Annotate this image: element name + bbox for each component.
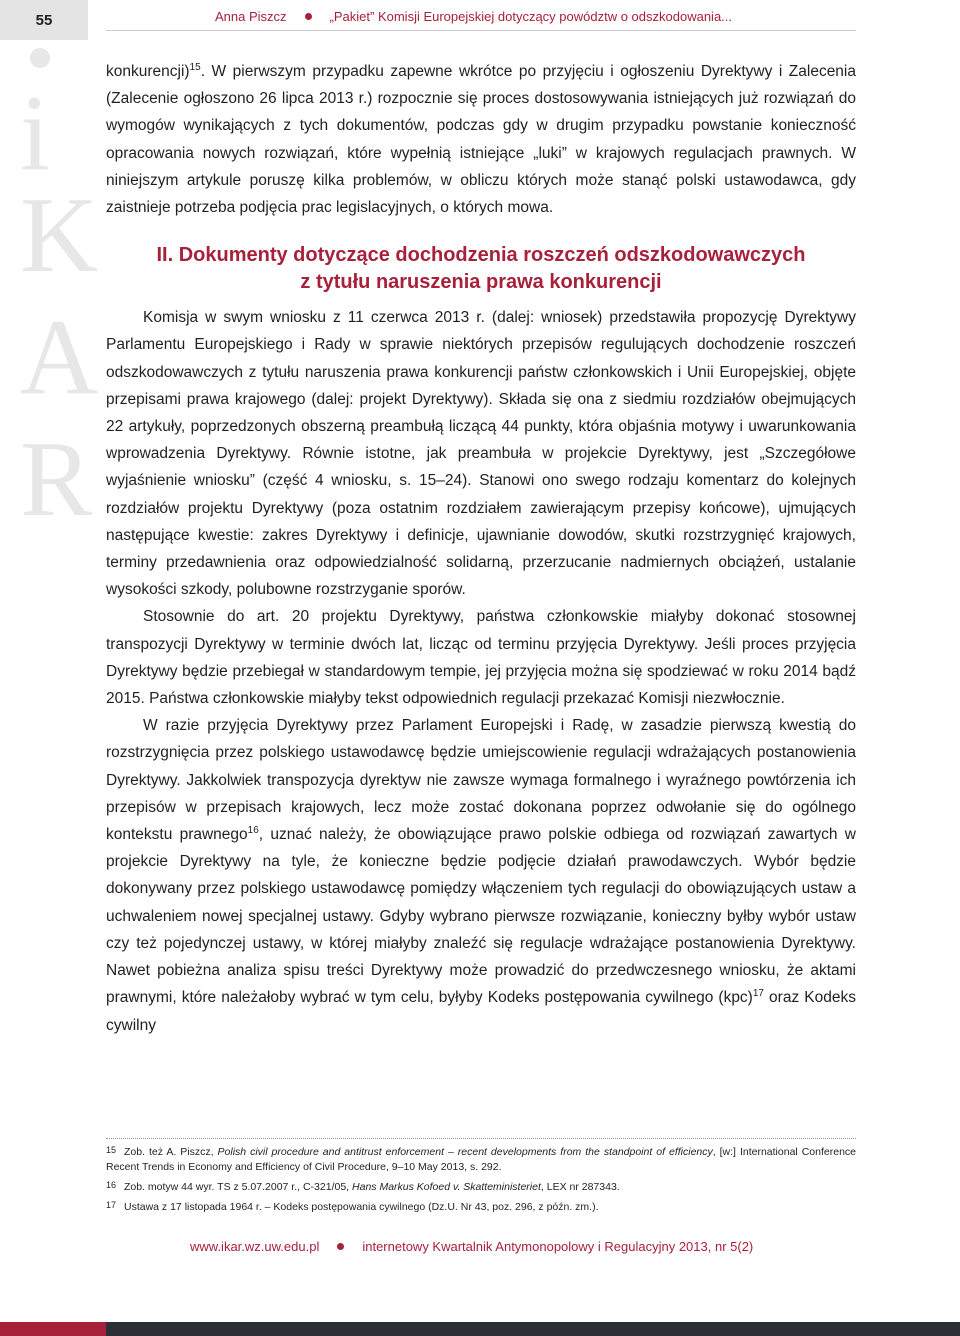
- section-heading: [106, 242, 856, 296]
- separator-dot-icon: [305, 13, 312, 20]
- header-author: Anna Piszcz: [215, 9, 287, 24]
- footnote-ref-15[interactable]: 15: [189, 62, 201, 73]
- footnote-text: Ustawa z 17 listopada 1964 r. – Kodeks postępowania cywilnego (Dz.U. Nr 43, poz. 296, z późn. zm.).: [124, 1201, 599, 1213]
- footnote-ref-17[interactable]: 17: [752, 988, 764, 1000]
- footnote-number: 17: [106, 1200, 117, 1210]
- footnote-text: Zob. też A. Piszcz,: [124, 1146, 218, 1158]
- footnotes: [106, 1143, 856, 1218]
- footnote-text: Zob. motyw 44 wyr. TS z 5.07.2007 r., C-321/05,: [124, 1181, 353, 1193]
- header-title: „Pakiet” Komisji Europejskiej dotyczący powództw o odszkodowania...: [329, 9, 733, 24]
- ikar-logo: [16, 42, 98, 539]
- page-footer: [190, 1239, 753, 1254]
- paragraph-text: oraz Kodeks cywilny: [106, 989, 856, 1034]
- footnote-15: [106, 1143, 856, 1175]
- footnote-number: 16: [106, 1180, 117, 1190]
- running-header: [215, 9, 732, 24]
- footnote-16: [106, 1178, 856, 1195]
- logo-letter-r: R: [20, 420, 93, 539]
- section-heading-line-1: II. Dokumenty dotyczące dochodzenia roszczeń odszkodowawczych: [156, 244, 806, 267]
- section-heading-line-2: z tytułu naruszenia prawa konkurencji: [300, 271, 662, 294]
- footnote-number: 15: [106, 1145, 117, 1155]
- logo-letter-i: i: [20, 74, 51, 193]
- logo-letter-k: K: [20, 176, 98, 295]
- bottom-bar-accent: [0, 1322, 106, 1336]
- paragraph-text: . W pierwszym przypadku zapewne wkrótce po przyjęciu i ogłoszeniu Dyrektywy i Zalecenia (Zalecenie ogłoszono 26 lipca 2013 r.) rozpocznie się proces dostosowywania istniejących już rozwiązań do wymogów wynikających z tych dokumentów, podczas gdy w drugim przypadku powstanie konieczność opracowania nowych rozwiązań, które wypełnią istniejące „luki” w krajowych regulacjach prawnych. W niniejszym artykule poruszę kilka problemów, w obliczu których może stanąć polski ustawodawca, gdy zaistnieje potrzeba podjęcia prac legislacyjnych, o których mowa.: [106, 63, 856, 217]
- footnote-rule: [106, 1138, 856, 1139]
- footnote-text: , LEX nr 287343.: [540, 1181, 620, 1193]
- paragraph-3: Stosownie do art. 20 projektu Dyrektywy, państwa członkowskie miałyby dokonać stosownej transpozycji Dyrektywy w terminie dwóch lat, licząc od terminu przyjęcia Dyrektywy. Jeśli proces przyjęcia Dyrektywy będzie przebiegał w standardowym tempie, jej przyjęcia można się spodziewać w roku 2014 bądź 2015. Państwa członkowskie miałyby tekst odpowiednich regulacji przekazać Komisji niezwłocznie.: [106, 608, 856, 708]
- footnote-text: , [w:] International Conference Recent Trends in Economy and Efficiency of Civil Procedure, 9–10 May 2013, s. 292.: [106, 1146, 856, 1173]
- page-number: 55: [0, 0, 88, 40]
- footnote-ref-16[interactable]: 16: [247, 825, 259, 837]
- paragraph-text: W razie przyjęcia Dyrektywy przez Parlament Europejski i Radę, w zasadzie pierwszą kwestią do rozstrzygnięcia przez polskiego ustawodawcę będzie umiejscowienie regulacji wdrażających postanowienia Dyrektywy. Jakkolwiek transpozycja dyrektyw nie zawsze wymaga formalnego i wyraźnego powtórzenia ich przepisów w przepisach krajowych, lecz może zostać dokonana poprzez odwołanie się do ogólnego kontekstu prawnego: [106, 717, 856, 844]
- paragraph-text: , uznać należy, że obowiązujące prawo polskie odbiega od rozwiązań zawartych w projekcie Dyrektywy na tyle, że konieczne będzie podjęcie działań prawodawczych. Wybór będzie dokonywany przez polskiego ustawodawcę pomiędzy włączeniem tych regulacji do obowiązujących ustaw a uchwaleniem nowej specjalnej ustawy. Gdyby wybrano pierwsze rozwiązanie, konieczny byłby wybór ustaw czy też pojedynczej ustawy, w której miałyby znaleźć się regulacje wdrażające postanowienia Dyrektywy. Nawet pobieżna analiza spisu treści Dyrektywy może prowadzić do przedwczesnego wniosku, że aktami prawnymi, które należałoby wybrać w tym celu, byłyby Kodeks postępowania cywilnego (kpc): [106, 826, 856, 1007]
- separator-dot-icon: [337, 1243, 344, 1250]
- footnote-17: [106, 1198, 856, 1215]
- bottom-bar: [0, 1322, 960, 1336]
- paragraph-4: [106, 712, 856, 1038]
- footnote-italic-title: Hans Markus Kofoed v. Skatteministeriet: [352, 1181, 541, 1193]
- footer-url-link[interactable]: www.ikar.wz.uw.edu.pl: [190, 1239, 320, 1254]
- header-rule: [106, 30, 856, 31]
- footnote-italic-title: Polish civil procedure and antitrust enforcement – recent developments from the standpoint of efficiency: [217, 1146, 713, 1158]
- paragraph-1: [106, 58, 856, 221]
- paragraph-2: Komisja w swym wniosku z 11 czerwca 2013 r. (dalej: wniosek) przedstawiła propozycję Dyrektywy Parlamentu Europejskiego i Rady w sprawie niektórych przepisów regulujących dochodzenie roszczeń odszkodowawczych z tytułu naruszenia prawa konkurencji państw członkowskich i Unii Europejskiej, objęte przepisami prawa krajowego (dalej: projekt Dyrektywy). Składa się ona z siedmiu rozdziałów obejmujących 22 artykuły, poprzedzonych obszerną preambułą liczącą 44 punkty, która objaśnia motywy i uwarunkowania wprowadzenia Dyrektywy. Równie istotne, jak preambuła w projekcie Dyrektywy, jest „Szczegółowe wyjaśnienie wniosku” (część 4 wniosku, s. 15–24). Stanowi ono swego rodzaju komentarz do kolejnych rozdziałów projektu Dyrektywy (poza ostatnim rozdziałem zawierającym przepisy końcowe), ujmujących następujące kwestie: zakres Dyrektywy i definicje, ujawnianie dowodów, skutki rozstrzygnięć krajowych, terminy przedawnienia oraz odpowiedzialność solidarną, przerzucanie nadmiernych obciążeń, ustalanie wysokości szkody, polubowne rozstrzyganie sporów.: [106, 309, 856, 599]
- article-body: [106, 58, 856, 1039]
- logo-letter-a: A: [20, 298, 98, 417]
- logo-dot-icon: [30, 48, 50, 68]
- footer-journal: internetowy Kwartalnik Antymonopolowy i Regulacyjny 2013, nr 5(2): [362, 1239, 754, 1254]
- paragraph-text: konkurencji): [106, 63, 190, 80]
